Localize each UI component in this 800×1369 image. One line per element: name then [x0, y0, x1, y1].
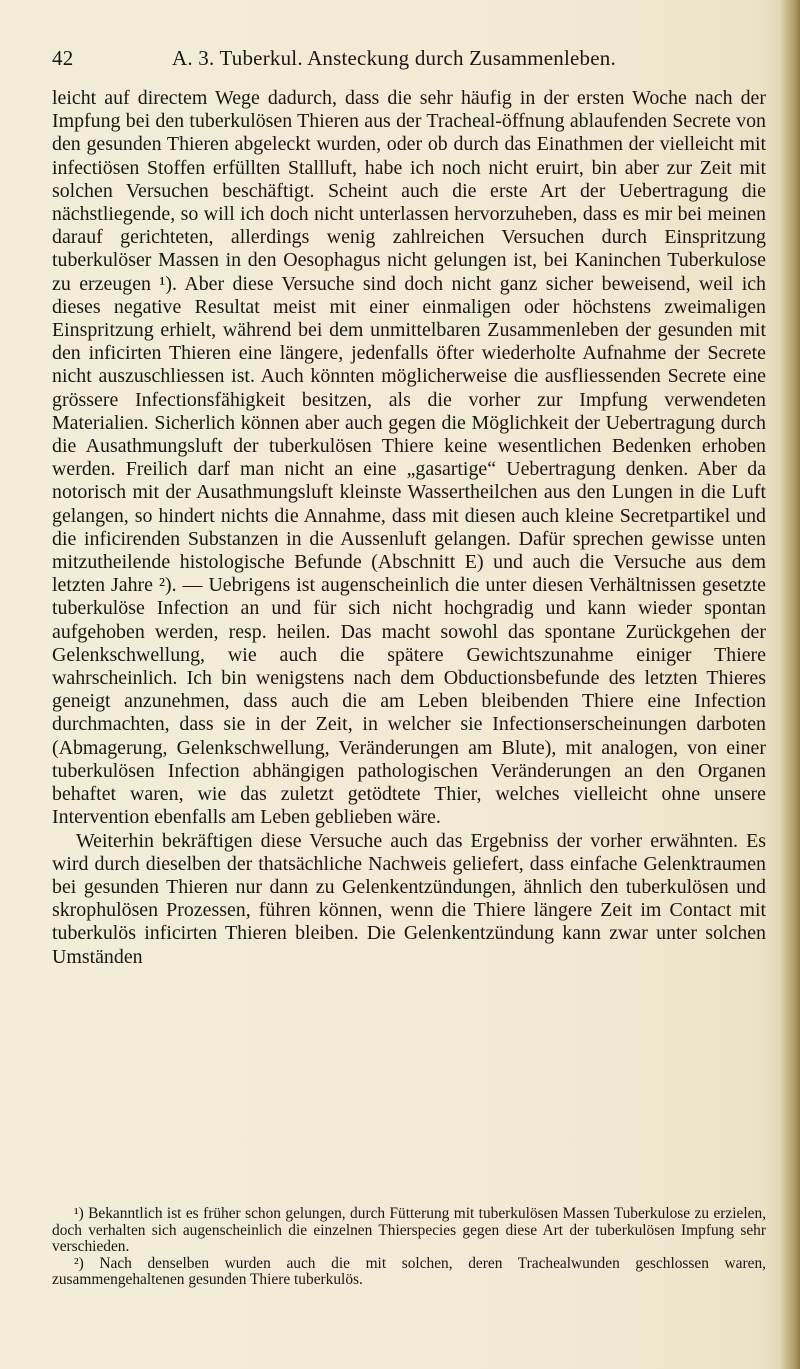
paragraph: leicht auf directem Wege dadurch, dass die sehr häufig in der ersten Woche nach der Impfung bei den tuberkulösen Thieren aus der Tracheal-öffnung ablaufenden Secrete von den gesunden Thieren abgeleckt wurden, oder ob durch das Einathmen der vielleicht mit infectiösen Stoffen erfüllten Stallluft, habe ich noch nicht eruirt, bin aber zur Zeit mit solchen Versuchen beschäftigt. Scheint auch die erste Art der Uebertragung die nächstliegende, so will ich doch nicht unterlassen hervorzuheben, dass es mir bei meinen darauf gerichteten, allerdings wenig zahlreichen Versuchen durch Einspritzung tuberkulöser Massen in den Oesophagus nicht gelungen ist, bei Kaninchen Tuberkulose zu erzeugen ¹). Aber diese Versuche sind doch nicht ganz sicher beweisend, weil ich dieses negative Resultat meist mit einer einmaligen oder höchstens zweimaligen Einspritzung erhielt, während bei dem unmittelbaren Zusammenleben der gesunden mit den inficirten Thieren eine längere, jedenfalls öfter wiederholte Aufnahme der Secrete nicht auszuschliessen ist. Auch könnten möglicherweise die ausfliessenden Secrete eine grössere Infectionsfähigkeit besitzen, als die vorher zur Impfung verwendeten Materialien. Sicherlich können aber auch gegen die Möglichkeit der Uebertragung durch die Ausathmungsluft der tuberkulösen Thiere keine wesentlichen Bedenken erhoben werden. Freilich darf man nicht an eine „gasartige“ Uebertragung denken. Aber da notorisch mit der Ausathmungsluft kleinste Wassertheilchen aus den Lungen in die Luft gelangen, so hindert nichts die Annahme, dass mit diesen auch kleine Secretpartikel und die inficirenden Substanzen in die Aussenluft gelangen. Dafür sprechen gewisse unten mitzutheilende histologische Befunde (Abschnitt E) und auch die Versuche aus dem letzten Jahre ²). — Uebrigens ist augenscheinlich die unter diesen Verhältnissen gesetzte tuberkulöse Infection an und für sich nicht hochgradig und kann wieder spontan aufgehoben werden, resp. heilen. Das macht sowohl das spontane Zurückgehen der Gelenkschwellung, wie auch die spätere Gewichtszunahme einiger Thiere wahrscheinlich. Ich bin wenigstens nach dem Obductionsbefunde des letzten Thieres geneigt anzunehmen, dass auch die am Leben bleibenden Thiere eine Infection durchmachten, dass sie in der Zeit, in welcher sie Infectionserscheinungen darboten (Abmagerung, Gelenkschwellung, Veränderungen am Blute), mit analogen, von einer tuberkulösen Infection abhängigen pathologischen Veränderungen an den Organen behaftet waren, wie das zuletzt getödtete Thier, welches vielleicht ohne unsere Intervention ebenfalls am Leben geblieben wäre. [52, 87, 766, 829]
page-number: 42 [52, 46, 74, 70]
running-header [52, 46, 752, 76]
page-edge [778, 0, 800, 1369]
running-title: A. 3. Tuberkul. Ansteckung durch Zusammenleben. [172, 46, 616, 70]
paragraph: Weiterhin bekräftigen diese Versuche auch das Ergebniss der vorher erwähnten. Es wird durch dieselben der thatsächliche Nachweis geliefert, dass einfache Gelenktraumen bei gesunden Thieren nur dann zu Gelenkentzündungen, ähnlich den tuberkulösen und skrophulösen Prozessen, führen können, wenn die Thiere längere Zeit im Contact mit tuberkulös inficirten Thieren bleiben. Die Gelenkentzündung kann zwar unter solchen Umständen [52, 829, 766, 968]
footnote: ¹) Bekanntlich ist es früher schon gelungen, durch Fütterung mit tuberkulösen Massen Tuberkulose zu erzielen, doch verhalten sich augenscheinlich die einzelnen Thierspecies gegen diese Art der tuberkulösen Impfung sehr verschieden. [52, 1205, 766, 1256]
body-text [52, 87, 766, 969]
footnotes [52, 1206, 766, 1289]
footnote: ²) Nach denselben wurden auch die mit solchen, deren Trachealwunden geschlossen waren, zusammengehaltenen gesunden Thiere tuberkulös. [52, 1254, 766, 1289]
